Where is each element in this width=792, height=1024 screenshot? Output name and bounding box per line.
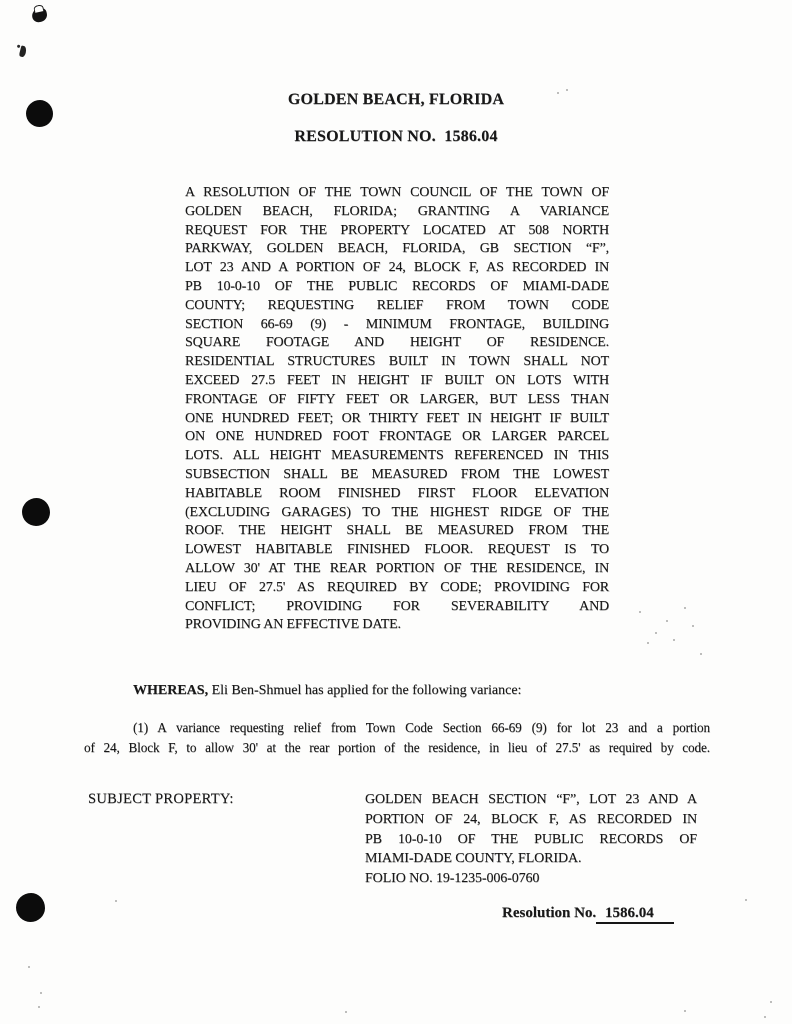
scan-speck [745, 899, 747, 901]
text-line: PROVIDING AN EFFECTIVE DATE. [185, 617, 401, 633]
resolution-number-heading: RESOLUTION NO. 1586.04 [294, 128, 498, 145]
scan-speck [684, 1010, 686, 1012]
text-line: ON ONE HUNDRED FOOT FRONTAGE OR LARGER PARCEL [185, 429, 609, 445]
scan-speck [673, 639, 675, 641]
resolution-body-paragraph [185, 184, 609, 635]
text-line: of 24, Block F, to allow 30' at the rear portion of the residence, in lieu of 27.5' as required by code. [84, 740, 710, 755]
hole-punch-mark [26, 100, 53, 127]
text-line: RESIDENTIAL STRUCTURES BUILT IN TOWN SHALL NOT [185, 354, 609, 370]
text-line: MIAMI-DADE COUNTY, FLORIDA. [365, 851, 582, 867]
text-line: SUBSECTION SHALL BE MEASURED FROM THE LOWEST [185, 466, 609, 482]
text-line: SQUARE FOOTAGE AND HEIGHT OF RESIDENCE. [185, 335, 609, 351]
scan-speck [557, 92, 559, 94]
text-line: REQUEST FOR THE PROPERTY LOCATED AT 508 NORTH [185, 222, 609, 238]
scan-speck [655, 632, 657, 634]
text-line: ROOF. THE HEIGHT SHALL BE MEASURED FROM THE [185, 523, 609, 539]
text-line: FOLIO NO. 19-1235-006-0760 [365, 871, 540, 887]
scan-speck [764, 1016, 766, 1018]
text-line: COUNTY; REQUESTING RELIEF FROM TOWN CODE [185, 297, 609, 313]
text-line: GOLDEN BEACH, FLORIDA; GRANTING A VARIANCE [185, 203, 609, 219]
whereas-clause [84, 683, 724, 699]
scan-speck [684, 607, 686, 609]
scan-speck [692, 625, 694, 627]
scan-speck [647, 642, 649, 644]
text-line: (EXCLUDING GARAGES) TO THE HIGHEST RIDGE OF THE [185, 504, 609, 520]
hole-punch-mark [22, 498, 50, 526]
text-line: GOLDEN BEACH SECTION “F”, LOT 23 AND A [365, 792, 697, 807]
ink-smudge-mark [31, 7, 49, 24]
text-line: PARKWAY, GOLDEN BEACH, FLORIDA, GB SECTION “F”, [185, 241, 609, 257]
scan-speck [700, 653, 702, 655]
text-line: HABITABLE ROOM FINISHED FIRST FLOOR ELEVATION [185, 485, 609, 501]
ink-tick-mark [19, 45, 27, 57]
document-title: GOLDEN BEACH, FLORIDA [287, 91, 505, 108]
text-line: ONE HUNDRED FEET; OR THIRTY FEET IN HEIGHT IF BUILT [185, 410, 609, 426]
scan-speck [345, 1011, 347, 1013]
footer-resolution-number [502, 905, 674, 922]
scan-speck [38, 1006, 40, 1008]
text-line: PB 10-0-10 OF THE PUBLIC RECORDS OF [365, 831, 697, 847]
text-line: ALLOW 30' AT THE REAR PORTION OF THE RESIDENCE, IN [185, 560, 609, 576]
text-line: LIEU OF 27.5' AS REQUIRED BY CODE; PROVIDING FOR [185, 579, 609, 595]
scan-speck [639, 611, 641, 613]
text-line: (1) A variance requesting relief from Town Code Section 66-69 (9) for lot 23 and a portion [133, 720, 710, 735]
text-line: LOTS. ALL HEIGHT MEASUREMENTS REFERENCED IN THIS [185, 448, 609, 464]
text-line: FRONTAGE OF FIFTY FEET OR LARGER, BUT LESS THAN [185, 391, 609, 407]
hole-punch-mark [16, 893, 45, 922]
scan-speck [28, 966, 30, 968]
subject-property-label: SUBJECT PROPERTY: [88, 791, 234, 807]
scan-speck [40, 992, 42, 994]
text-line: PB 10-0-10 OF THE PUBLIC RECORDS OF MIAMI-DADE [185, 278, 609, 294]
footer-resolution-label: Resolution No. [502, 905, 597, 921]
text-line: LOWEST HABITABLE FINISHED FLOOR. REQUEST IS TO [185, 542, 609, 558]
scan-speck [566, 89, 568, 91]
text-line: LOT 23 AND A PORTION OF 24, BLOCK F, AS RECORDED IN [185, 260, 609, 276]
text-line: PORTION OF 24, BLOCK F, AS RECORDED IN [365, 811, 697, 827]
text-line: EXCEED 27.5 FEET IN HEIGHT IF BUILT ON LOTS WITH [185, 372, 609, 388]
text-line: CONFLICT; PROVIDING FOR SEVERABILITY AND [185, 598, 609, 614]
whereas-text: Eli Ben-Shmuel has applied for the following variance: [208, 683, 522, 698]
variance-item-paragraph [84, 718, 710, 758]
text-line: SECTION 66-69 (9) - MINIMUM FRONTAGE, BUILDING [185, 316, 609, 332]
scan-speck [666, 620, 668, 622]
subject-property-description [365, 790, 697, 889]
whereas-keyword: WHEREAS, [133, 683, 209, 698]
text-line: A RESOLUTION OF THE TOWN COUNCIL OF THE TOWN OF [185, 185, 609, 200]
scan-speck [770, 1001, 772, 1003]
scan-speck [115, 900, 117, 902]
footer-resolution-value: 1586.04 [596, 905, 674, 924]
